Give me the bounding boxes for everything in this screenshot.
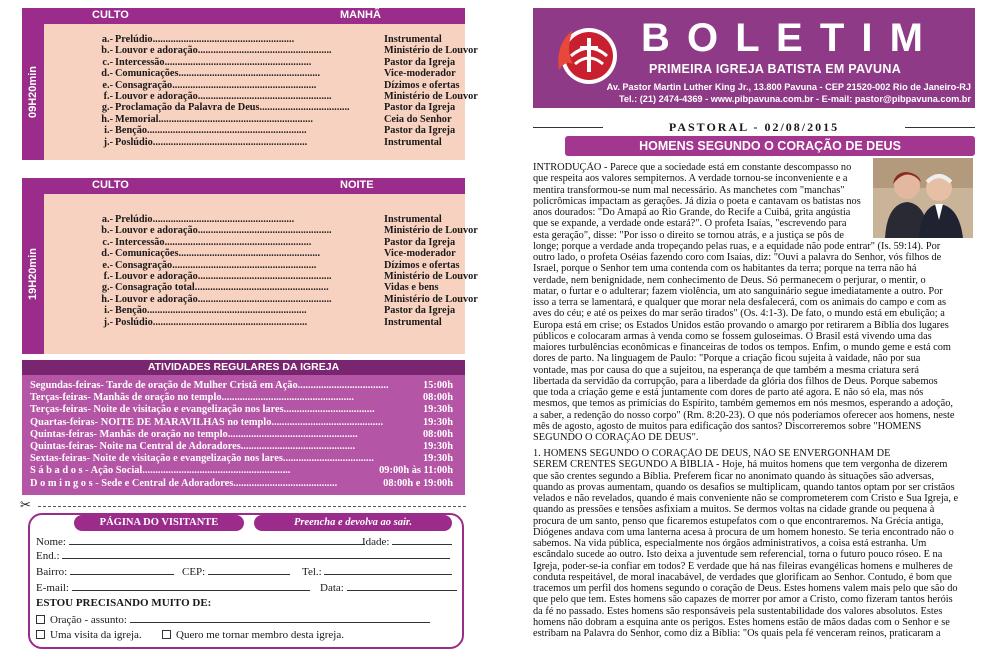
article-line: que respeita aos valores sempiternos. A verdade tornou-se inconveniente e a <box>533 173 848 185</box>
article-line: SEREM CRENTES SEGUNDO A BÍBLIA - Hoje, há muitos homens que tem vergonha de dizerem <box>533 459 948 471</box>
item-activity: Prelúdio....................................................... <box>115 214 295 225</box>
item-letter: d.- <box>101 248 113 260</box>
night-time-sidebar <box>22 194 44 354</box>
activity-desc: D o m i n g o s - Sede e Central de Adoradores........................................ <box>30 477 338 489</box>
article-line: dores de parto. Na linguagem de Paulo: "Porque a criação ficou sujeita à vaidade, não por sua <box>533 353 921 365</box>
article-line: homens não dobram a esquina ante os perigos. Estes homens estão de mãos dadas com o Senhor e se <box>533 616 950 628</box>
item-letter: g.- <box>101 102 113 114</box>
article-line: tracemos um perfil dos homens segundo o coração de Deus. Estes homens valem mais pelo que são do <box>533 583 958 594</box>
article-line: quando as provas aumentam, quando os desafios se multiplicam, quando tantos optam por ser cristãos <box>533 481 955 493</box>
activity-desc: Quintas-feiras- Noite na Central de Adoradores............................................ <box>30 440 356 452</box>
article-line: SEGUNDO O CORAÇÃO DE DEUS". <box>533 432 699 443</box>
shift-label: MANHÃ <box>340 9 381 21</box>
item-responsible: Vice-moderador <box>384 248 456 260</box>
pastoral-label: PASTORAL - 02/08/2015 <box>668 120 840 134</box>
idade-label: Idade: <box>362 536 390 548</box>
article-line: 1. HOMENS SEGUNDO O CORAÇÃO DE DEUS, NÃO SE ENVERGONHAM DE <box>533 448 891 459</box>
item-activity: Intercessão......................................................... <box>115 236 312 248</box>
activity-desc: Terças-feiras- Manhãs de oração no templo................................................... <box>30 392 355 404</box>
item-responsible: Instrumental <box>384 34 442 45</box>
item-responsible: Pastor da Igreja <box>384 125 456 137</box>
article-line: matar, o furtar e o adulterar; fazem violência, um ato sanguinário segue imediatamente a outro. Por <box>533 285 943 297</box>
activity-time: 08:00h <box>422 428 453 440</box>
precisando-heading: ESTOU PRECISANDO MUITO DE: <box>36 597 212 609</box>
visitor-form <box>28 513 464 649</box>
morning-schedule <box>44 24 478 160</box>
item-letter: j.- <box>103 136 113 148</box>
item-activity: Consagração........................................................ <box>115 259 317 271</box>
item-responsible: Dízimos e ofertas <box>384 259 460 271</box>
culto-morning-header <box>22 8 465 24</box>
item-responsible: Ministério de Louvor <box>384 293 478 305</box>
item-letter: h.- <box>101 293 113 305</box>
atividades-title: ATIVIDADES REGULARES DA IGREJA <box>147 361 340 373</box>
article-line: outro lado, o profeta Oséias fazendo coro com Isaías, diz: "Ouvi a palavra do Senhor, vós filhos de <box>533 252 942 263</box>
nome-field[interactable] <box>69 535 365 545</box>
activity-row <box>22 478 465 490</box>
activity-time: 15:00h <box>422 380 453 391</box>
activity-time: 19:30h <box>422 453 453 465</box>
item-activity: Benção.............................................................. <box>115 305 307 317</box>
article-line: procura de um santo, penso que ficaremos estupefatos com o que encontraremos. Na Grécia antiga, <box>533 515 944 527</box>
end-label: End.: <box>36 550 60 562</box>
membro-checkbox[interactable] <box>162 630 171 639</box>
item-letter: c.- <box>102 56 113 68</box>
schedule-row <box>44 293 478 305</box>
schedule-row <box>44 270 478 282</box>
item-activity: Poslúdio............................................................ <box>115 316 308 328</box>
cep-field[interactable] <box>208 565 290 575</box>
activity-time: 19:30h <box>422 440 453 452</box>
activity-desc: Quintas-feiras- Manhãs de oração no templo.................................................. <box>30 428 358 440</box>
item-letter: i.- <box>104 305 113 317</box>
schedule-row <box>44 80 465 91</box>
item-activity: Comunicações....................................................... <box>115 68 321 80</box>
headline-bar <box>565 136 975 156</box>
atividades-header <box>22 360 465 375</box>
tel-field[interactable] <box>324 565 452 575</box>
article-section-1 <box>533 448 975 639</box>
article-line: libertada da servidão da corrupção, para a liberdade da glória dos filhos de Deus. Porque sabemos <box>533 375 938 387</box>
article-line: isso a terra se lamentará, e qualquer que morar nela desfalecerá, com os animais do campo e com as <box>533 297 946 308</box>
oracao-label: Oração - assunto: <box>50 614 127 626</box>
culto-night-header <box>22 178 465 194</box>
article-line: vontade, mas por causa do que a sujeitou, na esperança de que também a mesma criatura será <box>533 364 920 376</box>
night-schedule <box>44 194 478 354</box>
oracao-checkbox[interactable] <box>36 615 45 624</box>
article-line: mentira transformou-se num mal necessário. As manchetes com "manchas" <box>533 184 845 196</box>
activity-row <box>22 380 465 392</box>
article-line: Israel, porque o Senhor tem uma contenda com os habitantes da terra; porque na terra não há <box>533 263 917 275</box>
end-field[interactable] <box>62 549 450 559</box>
item-letter: d.- <box>101 68 113 80</box>
article-line: esta geração", disse: "Por isso o direito se tornou atrás, e a justiça se pôs de <box>533 229 844 241</box>
pastor-couple-photo <box>873 158 973 238</box>
item-activity: Louvor e adoração.................................................... <box>115 90 332 102</box>
item-letter: e.- <box>102 259 113 271</box>
schedule-row <box>44 137 465 148</box>
schedule-row <box>44 305 465 316</box>
article-line: que pelo que tem. Estes homens são capazes de morrer por amor a Cristo, como fizeram tantos heróis <box>533 594 953 606</box>
morning-time-sidebar <box>22 24 44 160</box>
article-line: Igreja, poder-se-ia confiar em todos? É verdade que há nas fileiras evangélicas homens e mulheres de <box>533 560 953 572</box>
item-activity: Comunicações....................................................... <box>115 248 321 260</box>
article-line: quando as pressões e tensões asfixiam a muitos. Se dermos voltas na cidade grande ou pequena à <box>533 504 935 516</box>
schedule-row <box>44 125 465 136</box>
idade-field[interactable] <box>392 535 452 545</box>
membro-label: Quero me tornar membro desta igreja. <box>176 629 344 641</box>
headline: HOMENS SEGUNDO O CORAÇÃO DE DEUS <box>639 139 901 153</box>
item-responsible: Ministério de Louvor <box>384 45 478 57</box>
item-activity: Consagração total.................................................... <box>115 282 329 294</box>
atividades-list <box>22 375 465 495</box>
item-letter: e.- <box>102 79 113 91</box>
item-letter: h.- <box>101 113 113 125</box>
article-intro-wide <box>533 241 975 444</box>
article-line: mês de agosto, agosto de muitos para edificação dos santos? Discorreremos sobre "HOMENS <box>533 420 922 432</box>
bairro-label: Bairro: <box>36 566 68 578</box>
article-line: públicos e colocaram armas à venda como se fossem guloseimas. O Brasil está vivendo uma das <box>533 330 932 342</box>
schedule-row <box>44 225 478 237</box>
item-activity: Consagração........................................................ <box>115 79 317 91</box>
article-line: maiores turbulências econômicas e financeiras de todos os tempos. Enfim, o mundo geme e está com <box>533 342 951 353</box>
email-label: E-mail: <box>36 582 69 594</box>
item-responsible: Pastor da Igreja <box>384 102 456 114</box>
item-activity: Intercessão......................................................... <box>115 56 312 68</box>
schedule-row <box>44 68 465 79</box>
activity-desc: Segundas-feiras- Tarde de oração de Mulher Cristã em Ação................................... <box>30 380 389 391</box>
item-letter: b.- <box>101 45 113 57</box>
morning-time-label: 09H20min <box>27 66 39 118</box>
data-label: Data: <box>320 582 344 594</box>
article-line: que são crentes segundo a Bíblia. Preferem ficar no anonimato quando às situações são adversas, <box>533 470 934 482</box>
item-activity: Louvor e adoração.................................................... <box>115 293 332 305</box>
article-line: INTRODUÇÃO - Parece que a sociedade está em constante descompasso no <box>533 162 852 173</box>
bairro-field[interactable] <box>70 565 174 575</box>
article-line: escândalo sucede ao outro. Isto deixa a juventude sem referencial, torna o futuro pouco róseo. E na <box>533 549 943 561</box>
visitante-title: PÁGINA DO VISITANTE <box>99 517 219 528</box>
boletim-header <box>533 8 975 108</box>
article-line: estribam na Palavra do Senhor, como diz a Bíblia: "Os quais pela fé venceram reinos, praticaram a <box>533 628 941 639</box>
activity-desc: Terças-feiras- Noite de visitação e evangelização nos lares................................... <box>30 404 375 416</box>
schedule-row <box>44 90 478 102</box>
schedule-row <box>44 248 465 259</box>
item-activity: Louvor e adoração.................................................... <box>115 270 332 282</box>
nome-label: Nome: <box>36 536 66 548</box>
item-responsible: Pastor da Igreja <box>384 56 456 68</box>
pastoral-date <box>533 120 975 135</box>
night-time-label: 19H20min <box>27 248 39 300</box>
activity-time: 19:30h <box>422 404 453 416</box>
activity-row <box>22 404 465 416</box>
church-name: PRIMEIRA IGREJA BATISTA EM PAVUNA <box>649 62 902 76</box>
article-line: conduta respeitável, de moral inacabável, de verdades que glorificam ao Senhor. Contudo, é bom que <box>533 571 952 583</box>
activity-row <box>22 392 465 404</box>
item-responsible: Ceia do Senhor <box>384 113 452 125</box>
item-letter: c.- <box>102 236 113 248</box>
article-intro-narrow <box>533 162 869 241</box>
item-responsible: Instrumental <box>384 316 442 328</box>
schedule-row <box>44 45 478 57</box>
article-line: policrômicas impactam as gerações. Já dizia o poeta e cantavam os batistas nos <box>533 195 861 207</box>
item-responsible: Ministério de Louvor <box>384 90 478 102</box>
cut-line <box>38 506 466 507</box>
email-field[interactable] <box>72 581 310 591</box>
article-line: que se expande, a verdade onde estará?". O profeta Isaías, "escrevendo para <box>533 218 847 230</box>
schedule-row <box>44 260 465 271</box>
article-line: anos dourados: "Do Amapá ao Rio Grande, do Recife a Cuibá, grita angústia <box>533 207 851 218</box>
shift-label: NOITE <box>340 179 374 191</box>
scissors-icon: ✂ <box>20 498 31 513</box>
item-responsible: Ministério de Louvor <box>384 225 478 237</box>
visita-checkbox[interactable] <box>36 630 45 639</box>
schedule-row <box>44 114 465 125</box>
item-letter: b.- <box>101 225 113 237</box>
activity-time: 08:00h e 19:00h <box>383 477 453 489</box>
article-line: a saber, a redenção do nosso corpo" (Rm. 8:20-23). O que nós poderíamos oferecer aos homens, neste <box>533 409 955 421</box>
item-activity: Poslúdio............................................................ <box>115 136 308 148</box>
item-responsible: Vidas e bens <box>384 282 439 294</box>
activity-row <box>22 429 465 441</box>
item-letter: a.- <box>101 214 113 225</box>
schedule-row <box>44 317 465 328</box>
article-line: mesmos, que temos as primícias do Espírito, também gememos em nós mesmos, esperando a adoção, <box>533 398 953 410</box>
boletim-title: B O L E T I M <box>641 16 926 60</box>
schedule-row <box>44 102 465 113</box>
item-activity: Benção.............................................................. <box>115 125 307 137</box>
schedule-row <box>44 57 465 68</box>
activity-desc: Sextas-feiras- Noite de visitação e evangelização nos lares................................... <box>30 453 374 465</box>
schedule-row <box>44 214 465 225</box>
item-letter: g.- <box>101 282 113 294</box>
item-responsible: Vice-moderador <box>384 68 456 80</box>
tel-label: Tel.: <box>302 566 322 578</box>
activity-row <box>22 417 465 429</box>
item-letter: j.- <box>103 316 113 328</box>
article-line: da fé no passado. Estes homens são responsáveis pela sustentabilidade dos valores absolutos. Estes <box>533 605 943 617</box>
church-logo-icon <box>551 20 621 90</box>
oracao-field[interactable] <box>130 613 430 623</box>
article-line: velados e não revelados, quando é mais conveniente não se comprometerem com Cristo e Sua Igreja, e <box>533 493 959 504</box>
data-field[interactable] <box>347 581 457 591</box>
activity-desc: S á b a d o s - Ação Social......................................................... <box>30 465 291 477</box>
article-line: Europa está em crise; os Estados Unidos estão provando o amargo por retirarem a Bíblia dos lugares <box>533 319 949 331</box>
article-line: longe; porque a verdade anda tropeçando pelas ruas, e a equidade não pode entrar" (Is. 59:14). Por <box>533 240 941 252</box>
article-line: Diógenes andava com uma lanterna acesa à procura de um homem honesto. Se teria encontrado não o <box>533 526 954 538</box>
article-line: aves do céu; e até os peixes do mar serão tirados" (Os. 4:1-3). De fato, o mundo está em ebulição; a <box>533 308 945 320</box>
item-activity: Louvor e adoração.................................................... <box>115 225 332 237</box>
schedule-row <box>44 237 465 248</box>
item-activity: Prelúdio....................................................... <box>115 34 295 45</box>
item-activity: Proclamação da Palavra de Deus................................... <box>115 102 350 114</box>
item-responsible: Instrumental <box>384 214 442 225</box>
item-activity: Louvor e adoração.................................................... <box>115 45 332 57</box>
visita-label: Uma visita da igreja. <box>50 629 142 641</box>
activity-desc: Quartas-feiras- NOITE DE MARAVILHAS no templo........................................... <box>30 416 384 428</box>
item-responsible: Pastor da Igreja <box>384 236 456 248</box>
item-responsible: Pastor da Igreja <box>384 305 456 317</box>
visitante-subtitle: Preencha e devolva ao sair. <box>293 517 413 528</box>
activity-row <box>22 453 465 465</box>
article-line: sabemos. Na vida pública, especialmente nos órgãos administrativos, a coisa está estranha. Um <box>533 538 927 549</box>
activity-row <box>22 465 465 477</box>
activity-time: 19:30h <box>422 416 453 428</box>
culto-label: CULTO <box>92 9 129 21</box>
item-activity: Memorial............................................................ <box>115 113 313 125</box>
article-line: que toda a criação geme e está juntamente com dores de parto até agora. E não só ela, mas nós <box>533 387 924 398</box>
activity-time: 08:00h <box>422 392 453 404</box>
item-responsible: Dízimos e ofertas <box>384 79 460 91</box>
item-letter: f.- <box>103 270 113 282</box>
church-contact: Tel.: (21) 2474-4369 - www.pibpavuna.com.br - E-mail: pastor@pibpavuna.com.br <box>618 94 971 104</box>
item-letter: a.- <box>101 34 113 45</box>
activity-time: 09:00h às 11:00h <box>379 465 453 477</box>
schedule-row <box>44 282 465 293</box>
cep-label: CEP: <box>182 566 206 578</box>
article-line: verdade, nem benignidade, nem conhecimento de Deus. Só permanecem o perjurar, o mentir, o <box>533 274 926 286</box>
item-responsible: Instrumental <box>384 136 442 148</box>
item-responsible: Ministério de Louvor <box>384 270 478 282</box>
item-letter: f.- <box>103 90 113 102</box>
culto-label: CULTO <box>92 179 129 191</box>
item-letter: i.- <box>104 125 113 137</box>
church-address: Av. Pastor Martin Luther King Jr., 13.800 Pavuna - CEP 21520-002 Rio de Janeiro-RJ <box>606 82 971 92</box>
schedule-row <box>44 34 465 45</box>
activity-row <box>22 441 465 453</box>
